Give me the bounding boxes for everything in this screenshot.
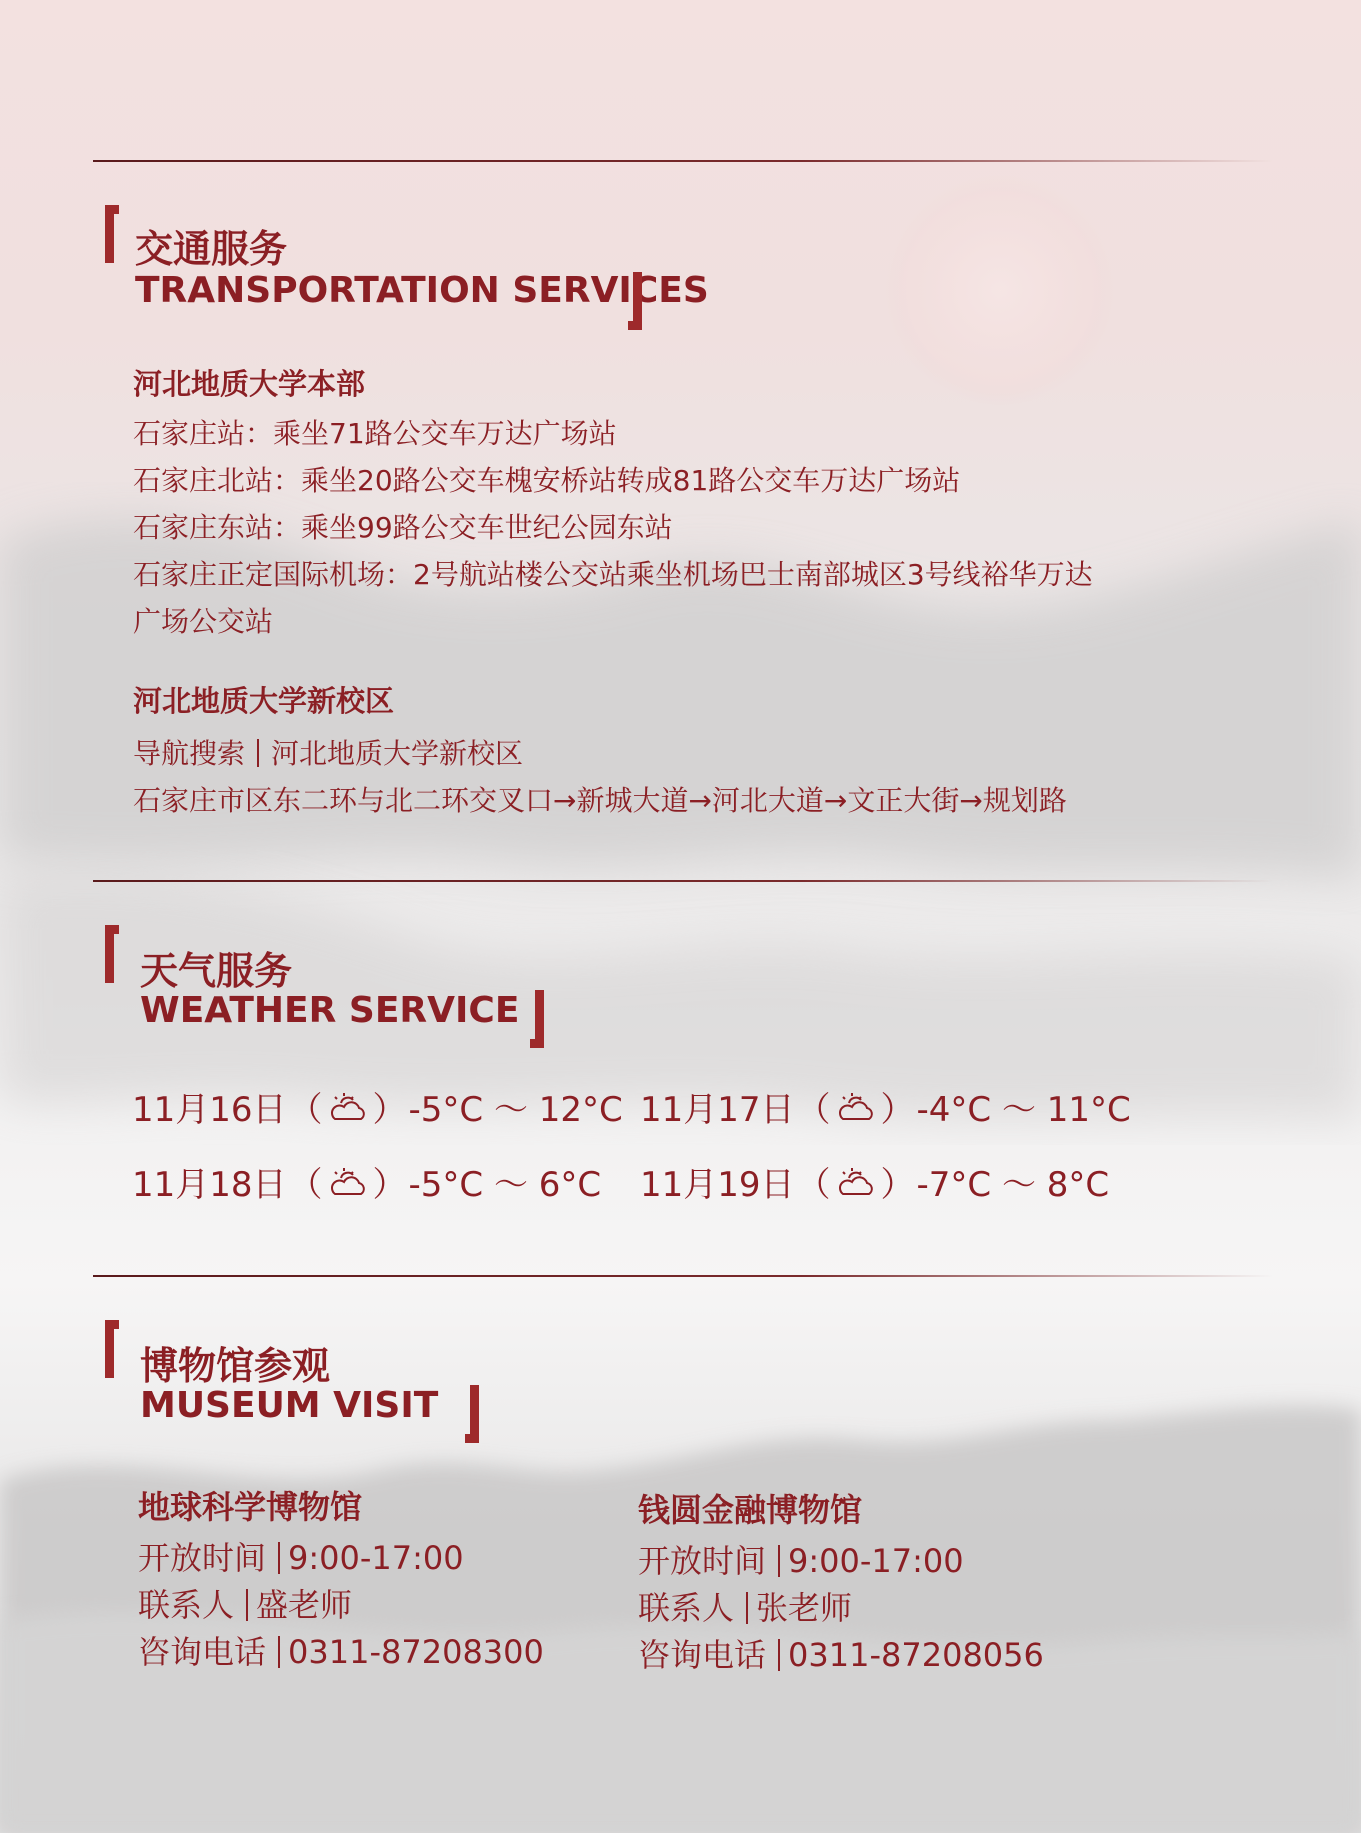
nav-search-value: 河北地质大学新校区 <box>271 737 524 770</box>
transport-line: 石家庄北站：乘坐20路公交车槐安桥站转成81路公交车万达广场站 <box>133 464 961 497</box>
weather-date: 11月16日 <box>132 1090 287 1130</box>
hours-value: 9:00-17:00 <box>288 1539 464 1577</box>
hours-label: 开放时间 <box>138 1539 267 1577</box>
weather-day: 11月16日 （ ） -5°C ～ 12°C <box>132 1082 623 1131</box>
route-line: 石家庄市区东二环与北二环交叉口→新城大道→河北大道→文正大街→规划路 <box>133 784 1067 817</box>
weather-range: -5°C ～ 12°C <box>408 1090 623 1130</box>
separator <box>257 739 259 767</box>
partly-cloudy-icon <box>835 1091 877 1123</box>
partly-cloudy-icon <box>835 1166 877 1198</box>
contact-value: 张老师 <box>756 1589 853 1627</box>
weather-date: 11月18日 <box>132 1165 287 1205</box>
divider-top <box>93 160 1273 162</box>
weather-title-en: WEATHER SERVICE <box>140 990 520 1031</box>
bracket-open <box>105 205 119 263</box>
weather-date: 11月17日 <box>640 1090 795 1130</box>
bracket-close <box>530 990 544 1048</box>
museum-name: 地球科学博物馆 <box>138 1488 363 1526</box>
contact-value: 盛老师 <box>256 1586 353 1624</box>
weather-day: 11月18日 （ ） -5°C ～ 6°C <box>132 1157 601 1206</box>
partly-cloudy-icon <box>327 1091 369 1123</box>
separator <box>278 1542 280 1574</box>
weather-range: -5°C ～ 6°C <box>408 1165 602 1205</box>
museum-contact <box>638 1583 852 1629</box>
transport-title-en: TRANSPORTATION SERVICES <box>135 270 709 311</box>
hours-label: 开放时间 <box>638 1542 767 1580</box>
separator <box>746 1592 748 1624</box>
bracket-open <box>105 1320 119 1378</box>
nav-search-line <box>133 732 523 772</box>
main-campus-title: 河北地质大学本部 <box>133 367 366 401</box>
weather-day: 11月19日 （ ） -7°C ～ 8°C <box>640 1157 1109 1206</box>
museum-contact <box>138 1580 352 1626</box>
weather-day: 11月17日 （ ） -4°C ～ 11°C <box>640 1082 1131 1131</box>
weather-title-cn: 天气服务 <box>140 949 293 993</box>
phone-label: 咨询电话 <box>638 1636 767 1674</box>
weather-range: -4°C ～ 11°C <box>916 1090 1131 1130</box>
museum-hours <box>138 1533 464 1579</box>
phone-value: 0311-87208056 <box>788 1636 1044 1674</box>
separator <box>778 1545 780 1577</box>
phone-value: 0311-87208300 <box>288 1633 544 1671</box>
transport-line: 广场公交站 <box>133 605 274 638</box>
separator <box>246 1589 248 1621</box>
museum-phone <box>138 1627 544 1673</box>
new-campus-title: 河北地质大学新校区 <box>133 684 395 718</box>
museum-hours <box>638 1536 964 1582</box>
transport-line: 石家庄东站：乘坐99路公交车世纪公园东站 <box>133 511 673 544</box>
contact-label: 联系人 <box>138 1586 235 1624</box>
bracket-open <box>105 925 119 983</box>
weather-range: -7°C ～ 8°C <box>916 1165 1110 1205</box>
transport-line: 石家庄站：乘坐71路公交车万达广场站 <box>133 417 617 450</box>
contact-label: 联系人 <box>638 1589 735 1627</box>
separator <box>278 1636 280 1668</box>
nav-search-label: 导航搜索 <box>133 737 246 770</box>
partly-cloudy-icon <box>327 1166 369 1198</box>
museum-phone <box>638 1630 1044 1676</box>
divider-weather <box>93 880 1273 882</box>
museum-name: 钱圆金融博物馆 <box>638 1491 863 1529</box>
bracket-close <box>628 272 642 330</box>
transport-line: 石家庄正定国际机场：2号航站楼公交站乘坐机场巴士南部城区3号线裕华万达 <box>133 558 1093 591</box>
phone-label: 咨询电话 <box>138 1633 267 1671</box>
hours-value: 9:00-17:00 <box>788 1542 964 1580</box>
bracket-close <box>465 1385 479 1443</box>
weather-date: 11月19日 <box>640 1165 795 1205</box>
museum-title-cn: 博物馆参观 <box>140 1344 331 1388</box>
museum-title-en: MUSEUM VISIT <box>140 1385 439 1426</box>
transport-title-cn: 交通服务 <box>135 227 288 271</box>
separator <box>778 1639 780 1671</box>
divider-museum <box>93 1275 1273 1277</box>
